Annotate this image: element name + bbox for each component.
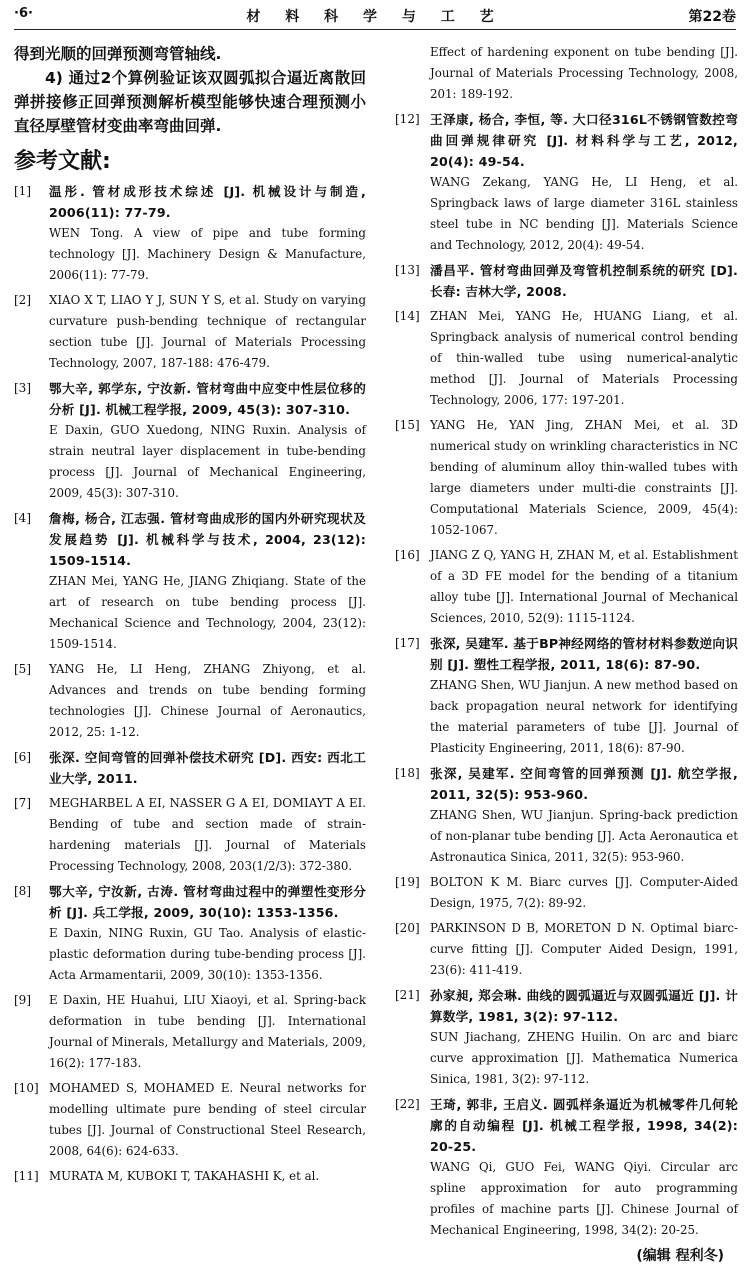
- reference-english: JIANG Z Q, YANG H, ZHAN M, et al. Establishment of a 3D FE model for the bending of a titanium alloy tube [J]. International Journal of Mechanical Sciences, 2010, 52(9): 1115-1124.: [430, 548, 738, 625]
- reference-number: [11]: [14, 1169, 39, 1183]
- reference-item: [14, 508, 366, 655]
- reference-item: [14, 1078, 366, 1162]
- reference-english: E Daxin, NING Ruxin, GU Tao. Analysis of elastic-plastic deformation during tube-bending process [J]. Acta Armamentarii, 2009, 30(10): 1353-1356.: [49, 926, 366, 982]
- reference-english: WANG Qi, GUO Fei, WANG Qiyi. Circular arc spline approximation for auto programming profiles of machine parts [J]. Chinese Journal of Mechanical Engineering, 1998, 34(2): 20-25.: [430, 1160, 738, 1237]
- reference-number: [16]: [395, 548, 420, 562]
- references-heading: 参考文献:: [14, 149, 111, 174]
- reference-english: BOLTON K M. Biarc curves [J]. Computer-Aided Design, 1975, 7(2): 89-92.: [430, 875, 738, 910]
- reference-item: [395, 918, 738, 981]
- reference-number: [10]: [14, 1081, 39, 1095]
- reference-number: [9]: [14, 993, 31, 1007]
- reference-number: [20]: [395, 921, 420, 935]
- reference-english: E Daxin, HE Huahui, LIU Xiaoyi, et al. Spring-back deformation in tube bending [J]. International Journal of Minerals, Metallurgy and Materials, 2009, 16(2): 177-183.: [49, 993, 366, 1070]
- reference-item: [395, 545, 738, 629]
- reference-item: [14, 793, 366, 877]
- reference-number: [8]: [14, 884, 31, 898]
- right-column: [395, 42, 738, 1265]
- reference-number: [2]: [14, 293, 31, 307]
- reference-number: [4]: [14, 511, 31, 525]
- page-header: [14, 4, 736, 30]
- reference-item: [395, 1094, 738, 1241]
- reference-english: ZHAN Mei, YANG He, JIANG Zhiqiang. State of the art of research on tube bending process [J]. Mechanical Science and Technology, 2004, 23(12): 1509-1514.: [49, 574, 366, 651]
- reference-english: MEGHARBEL A EI, NASSER G A EI, DOMIAYT A EI. Bending of tube and section made of strain-hardening materials [J]. Journal of Materials Processing Technology, 2008, 203(1/2/3): 372-380.: [49, 796, 366, 873]
- reference-english: ZHANG Shen, WU Jianjun. Spring-back prediction of non-planar tube bending [J]. Acta Aeronautica et Astronautica Sinica, 2011, 32(5): 953-960.: [430, 808, 738, 864]
- reference-english: PARKINSON D B, MORETON D N. Optimal biarc-curve fitting [J]. Computer Aided Design, 1991, 23(6): 411-419.: [430, 921, 738, 977]
- volume-label: 第22卷: [688, 9, 736, 25]
- reference-item: [395, 985, 738, 1090]
- reference-number: [14]: [395, 309, 420, 323]
- reference-number: [12]: [395, 112, 420, 126]
- reference-english: WEN Tong. A view of pipe and tube forming technology [J]. Machinery Design & Manufacture, 2006(11): 77-79.: [49, 226, 366, 282]
- reference-list-right: [395, 109, 738, 1241]
- reference-number: [5]: [14, 662, 31, 676]
- reference-number: [15]: [395, 418, 420, 432]
- reference-english: YANG He, YAN Jing, ZHAN Mei, et al. 3D numerical study on wrinkling characteristics in NC bending of aluminum alloy thin-walled tubes with large diameters under multi-die constraints [J]. Computational Materials Science, 2009, 45(4): 1052-1067.: [430, 418, 738, 537]
- reference-english: ZHAN Mei, YANG He, HUANG Liang, et al. Springback analysis of numerical control bending of thin-walled tube using numerical-analytic method [J]. Journal of Materials Processing Technology, 2006, 177: 197-201.: [430, 309, 738, 407]
- reference-number: [6]: [14, 750, 31, 764]
- reference-continuation-text: Effect of hardening exponent on tube bending [J]. Journal of Materials Processing Technology, 2008, 201: 189-192.: [430, 45, 738, 101]
- body-paragraph: 得到光顺的回弹预测弯管轴线.: [14, 45, 222, 63]
- reference-chinese: 王泽康, 杨合, 李恒, 等. 大口径316L不锈钢管数控弯曲回弹规律研究 [J]. 材料科学与工艺, 2012, 20(4): 49-54.: [430, 112, 738, 169]
- reference-english: ZHANG Shen, WU Jianjun. A new method based on back propagation neural network for identifying the material parameters of tube [J]. Journal of Plasticity Engineering, 2011, 18(6): 87-90.: [430, 678, 738, 755]
- reference-list-left: [14, 181, 366, 1187]
- reference-item: [14, 990, 366, 1074]
- journal-title: 材 料 科 学 与 工 艺: [246, 9, 504, 25]
- reference-number: [7]: [14, 796, 31, 810]
- reference-english: MURATA M, KUBOKI T, TAKAHASHI K, et al.: [49, 1169, 320, 1183]
- reference-chinese: 王琦, 郭非, 王启义. 圆弧样条逼近为机械零件几何轮廓的自动编程 [J]. 机械工程学报, 1998, 34(2): 20-25.: [430, 1097, 738, 1154]
- reference-item: [14, 290, 366, 374]
- reference-item: [395, 633, 738, 759]
- reference-number: [19]: [395, 875, 420, 889]
- reference-chinese: 潘昌平. 管材弯曲回弹及弯管机控制系统的研究 [D]. 长春: 吉林大学, 2008.: [430, 263, 738, 299]
- reference-item: [14, 881, 366, 986]
- reference-number: [1]: [14, 184, 31, 198]
- reference-number: [13]: [395, 263, 420, 277]
- reference-item: [395, 306, 738, 411]
- reference-item: [14, 1166, 366, 1187]
- reference-chinese: 詹梅, 杨合, 江志强. 管材弯曲成形的国内外研究现状及发展趋势 [J]. 机械科学与技术, 2004, 23(12): 1509-1514.: [49, 511, 366, 568]
- reference-item: [14, 181, 366, 286]
- reference-item: [14, 659, 366, 743]
- editor-credit: (编辑 程利冬): [636, 1248, 724, 1264]
- reference-english: SUN Jiachang, ZHENG Huilin. On arc and biarc curve approximation [J]. Mathematica Numerica Sinica, 1981, 3(2): 97-112.: [430, 1030, 738, 1086]
- reference-item: [395, 415, 738, 541]
- reference-number: [18]: [395, 766, 420, 780]
- reference-item: [395, 109, 738, 256]
- reference-english: XIAO X T, LIAO Y J, SUN Y S, et al. Study on varying curvature push-bending technique of rectangular section tube [J]. Journal of Materials Processing Technology, 2007, 187-188: 476-479.: [49, 293, 366, 370]
- reference-item: [395, 763, 738, 868]
- page-number: ·6·: [14, 6, 33, 21]
- reference-chinese: 鄂大辛, 宁汝新, 古涛. 管材弯曲过程中的弹塑性变形分析 [J]. 兵工学报, 2009, 30(10): 1353-1356.: [49, 884, 366, 920]
- reference-number: [3]: [14, 381, 31, 395]
- reference-number: [17]: [395, 636, 420, 650]
- reference-item: [395, 872, 738, 914]
- reference-english: WANG Zekang, YANG He, LI Heng, et al. Springback laws of large diameter 316L stainless steel tube in NC bending [J]. Materials Science and Technology, 2012, 20(4): 49-54.: [430, 175, 738, 252]
- reference-chinese: 张深, 吴建军. 基于BP神经网络的管材材料参数逆向识别 [J]. 塑性工程学报, 2011, 18(6): 87-90.: [430, 636, 738, 672]
- conclusion-paragraph: 4) 通过2个算例验证该双圆弧拟合逼近离散回弹拼接修正回弹预测解析模型能够快速合理预测小直径厚壁管材变曲率弯曲回弹.: [14, 69, 366, 135]
- reference-chinese: 张深, 吴建军. 空间弯管的回弹预测 [J]. 航空学报, 2011, 32(5): 953-960.: [430, 766, 738, 802]
- reference-english: E Daxin, GUO Xuedong, NING Ruxin. Analysis of strain neutral layer displacement in tube-bending process [J]. Journal of Mechanical Engineering, 2009, 45(3): 307-310.: [49, 423, 366, 500]
- reference-chinese: 鄂大辛, 郭学东, 宁汝新. 管材弯曲中应变中性层位移的分析 [J]. 机械工程学报, 2009, 45(3): 307-310.: [49, 381, 366, 417]
- reference-number: [22]: [395, 1097, 420, 1111]
- reference-item: [14, 747, 366, 789]
- reference-chinese: 孙家昶, 郑会琳. 曲线的圆弧逼近与双圆弧逼近 [J]. 计算数学, 1981, 3(2): 97-112.: [430, 988, 738, 1024]
- reference-english: MOHAMED S, MOHAMED E. Neural networks for modelling ultimate pure bending of steel circular tubes [J]. Journal of Constructional Steel Research, 2008, 64(6): 624-633.: [49, 1081, 366, 1158]
- reference-item: [14, 378, 366, 504]
- reference-chinese: 温彤. 管材成形技术综述 [J]. 机械设计与制造, 2006(11): 77-79.: [49, 184, 366, 220]
- reference-english: YANG He, LI Heng, ZHANG Zhiyong, et al. Advances and trends on tube bending forming technologies [J]. Chinese Journal of Aeronautics, 2012, 25: 1-12.: [49, 662, 366, 739]
- reference-continuation: [395, 42, 738, 105]
- reference-item: [395, 260, 738, 302]
- reference-chinese: 张深. 空间弯管的回弹补偿技术研究 [D]. 西安: 西北工业大学, 2011.: [49, 750, 366, 786]
- reference-number: [21]: [395, 988, 420, 1002]
- left-column: [14, 42, 366, 1191]
